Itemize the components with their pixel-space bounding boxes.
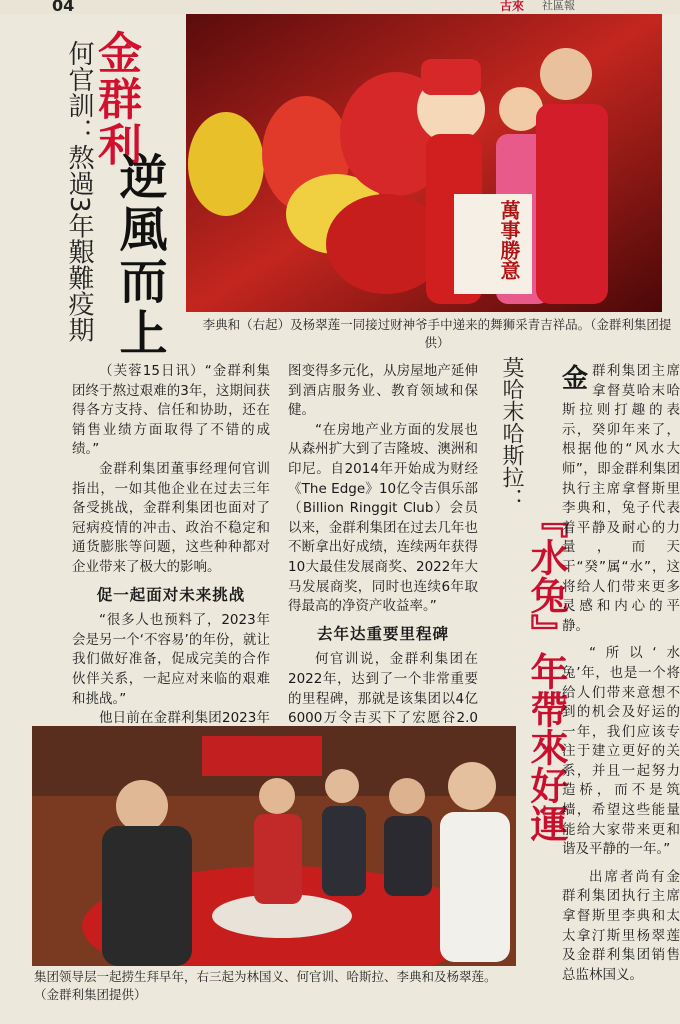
photo1-caption: 李典和（右起）及杨翠莲一同接过财神爷手中递来的舞狮采青吉祥品。（金群利集团提供） (202, 317, 672, 350)
paragraph: 图变得多元化，从房屋地产延伸到酒店服务业、教育领域和保健。 (288, 363, 478, 419)
headline-main: 逆風而上 (111, 152, 167, 360)
masthead-strip (0, 0, 680, 14)
article-column-2 (288, 362, 478, 787)
headline2-red: 『水兔』年帶來好運 (524, 500, 568, 842)
article-column-1 (72, 362, 270, 787)
lion-dance-illustration (186, 14, 662, 312)
paper-name: 社區報 (542, 0, 575, 12)
paragraph: 金群利集团董事经理何官训指出，一如其他企业在过去三年备受挑战，金群利集团也面对了冠病疫情的冲击、政治不稳定和通货膨胀等问题，这些种种都对企业带来了极大的影响。 (72, 460, 270, 575)
article-column-3 (562, 362, 680, 985)
dinner-illustration (32, 726, 516, 966)
subheading: 去年达重要里程碑 (316, 624, 449, 643)
section-label: 古來 (500, 0, 525, 13)
paragraph: 他日前在金群利集团2023年 (99, 710, 270, 727)
photo-sign-text: 萬事勝意 (497, 200, 521, 280)
paragraph: 群利集团主席拿督莫哈末哈斯拉则打趣的表示，癸卯年来了，根据他的“风水大师”，即金群利集团执行主席拿督斯里李典和，兔子代表着平静及耐心的力量，而天干“癸”属“水”，这将给人们带来更多灵感和内心的平静。 (562, 363, 680, 634)
paragraph: “很多人也预料了，2023年会是另一个‘不容易’的年份，就让我们做好准备，促成完美的合作伙伴关系，一起应对来临的艰难和挑战。” (72, 612, 270, 707)
paragraph: （芙蓉15日讯）“金群利集团终于熬过艰难的3年，这期间获得各方支持、信任和协助，还在销售业绩方面取得了不错的成绩。” (72, 363, 270, 458)
headline-red: 金群利 (90, 30, 141, 168)
page-number: 04 (52, 0, 75, 15)
paragraph: 何官训说，金群利集团在2022年，达到了一个非常重要的里程碑，那就是该集团以4亿6000万令吉买下了宏愿谷2.0 (288, 651, 478, 727)
paragraph: “在房地产业方面的发展也从森州扩大到了吉隆坡、澳洲和印尼。自2014年开始成为财经《The Edge》10亿令吉俱乐部（Billion Ringgit Club）会员以来，金群利集团在过去几年也不断拿出好成绩，连续两年获得10大最佳发展商奖、2022年大马发展商奖，同时也连续6年取得最高的净资产收益率。” (288, 421, 478, 615)
photo2-caption: 集团领导层一起捞生拜早年，右三起为林国义、何官训、哈斯拉、李典和及杨翠莲。（金群利集团提供） (34, 969, 497, 1002)
paragraph: “所以‘水兔’年，也是一个将给人们带来意想不到的机会及好运的一年，我们应该专注于建立更好的关系，并且一起努力造桥，而不是筑墙，希望这些能量能给大家带来更和谐及平静的一年。” (562, 645, 680, 858)
dinner-photo (32, 726, 516, 966)
lion-dance-photo (186, 14, 662, 312)
drop-cap: 金 (562, 364, 589, 394)
headline-subtitle: 何官訓：熬過3年艱難疫期 (64, 40, 94, 343)
subheading: 促一起面对未来挑战 (96, 585, 246, 604)
paragraph: 出席者尚有金群利集团执行主席拿督斯里李典和太太拿汀斯里杨翠莲及金群利集团销售总监林国义。 (562, 868, 680, 983)
headline2-subtitle: 莫哈末哈斯拉： (499, 356, 524, 510)
